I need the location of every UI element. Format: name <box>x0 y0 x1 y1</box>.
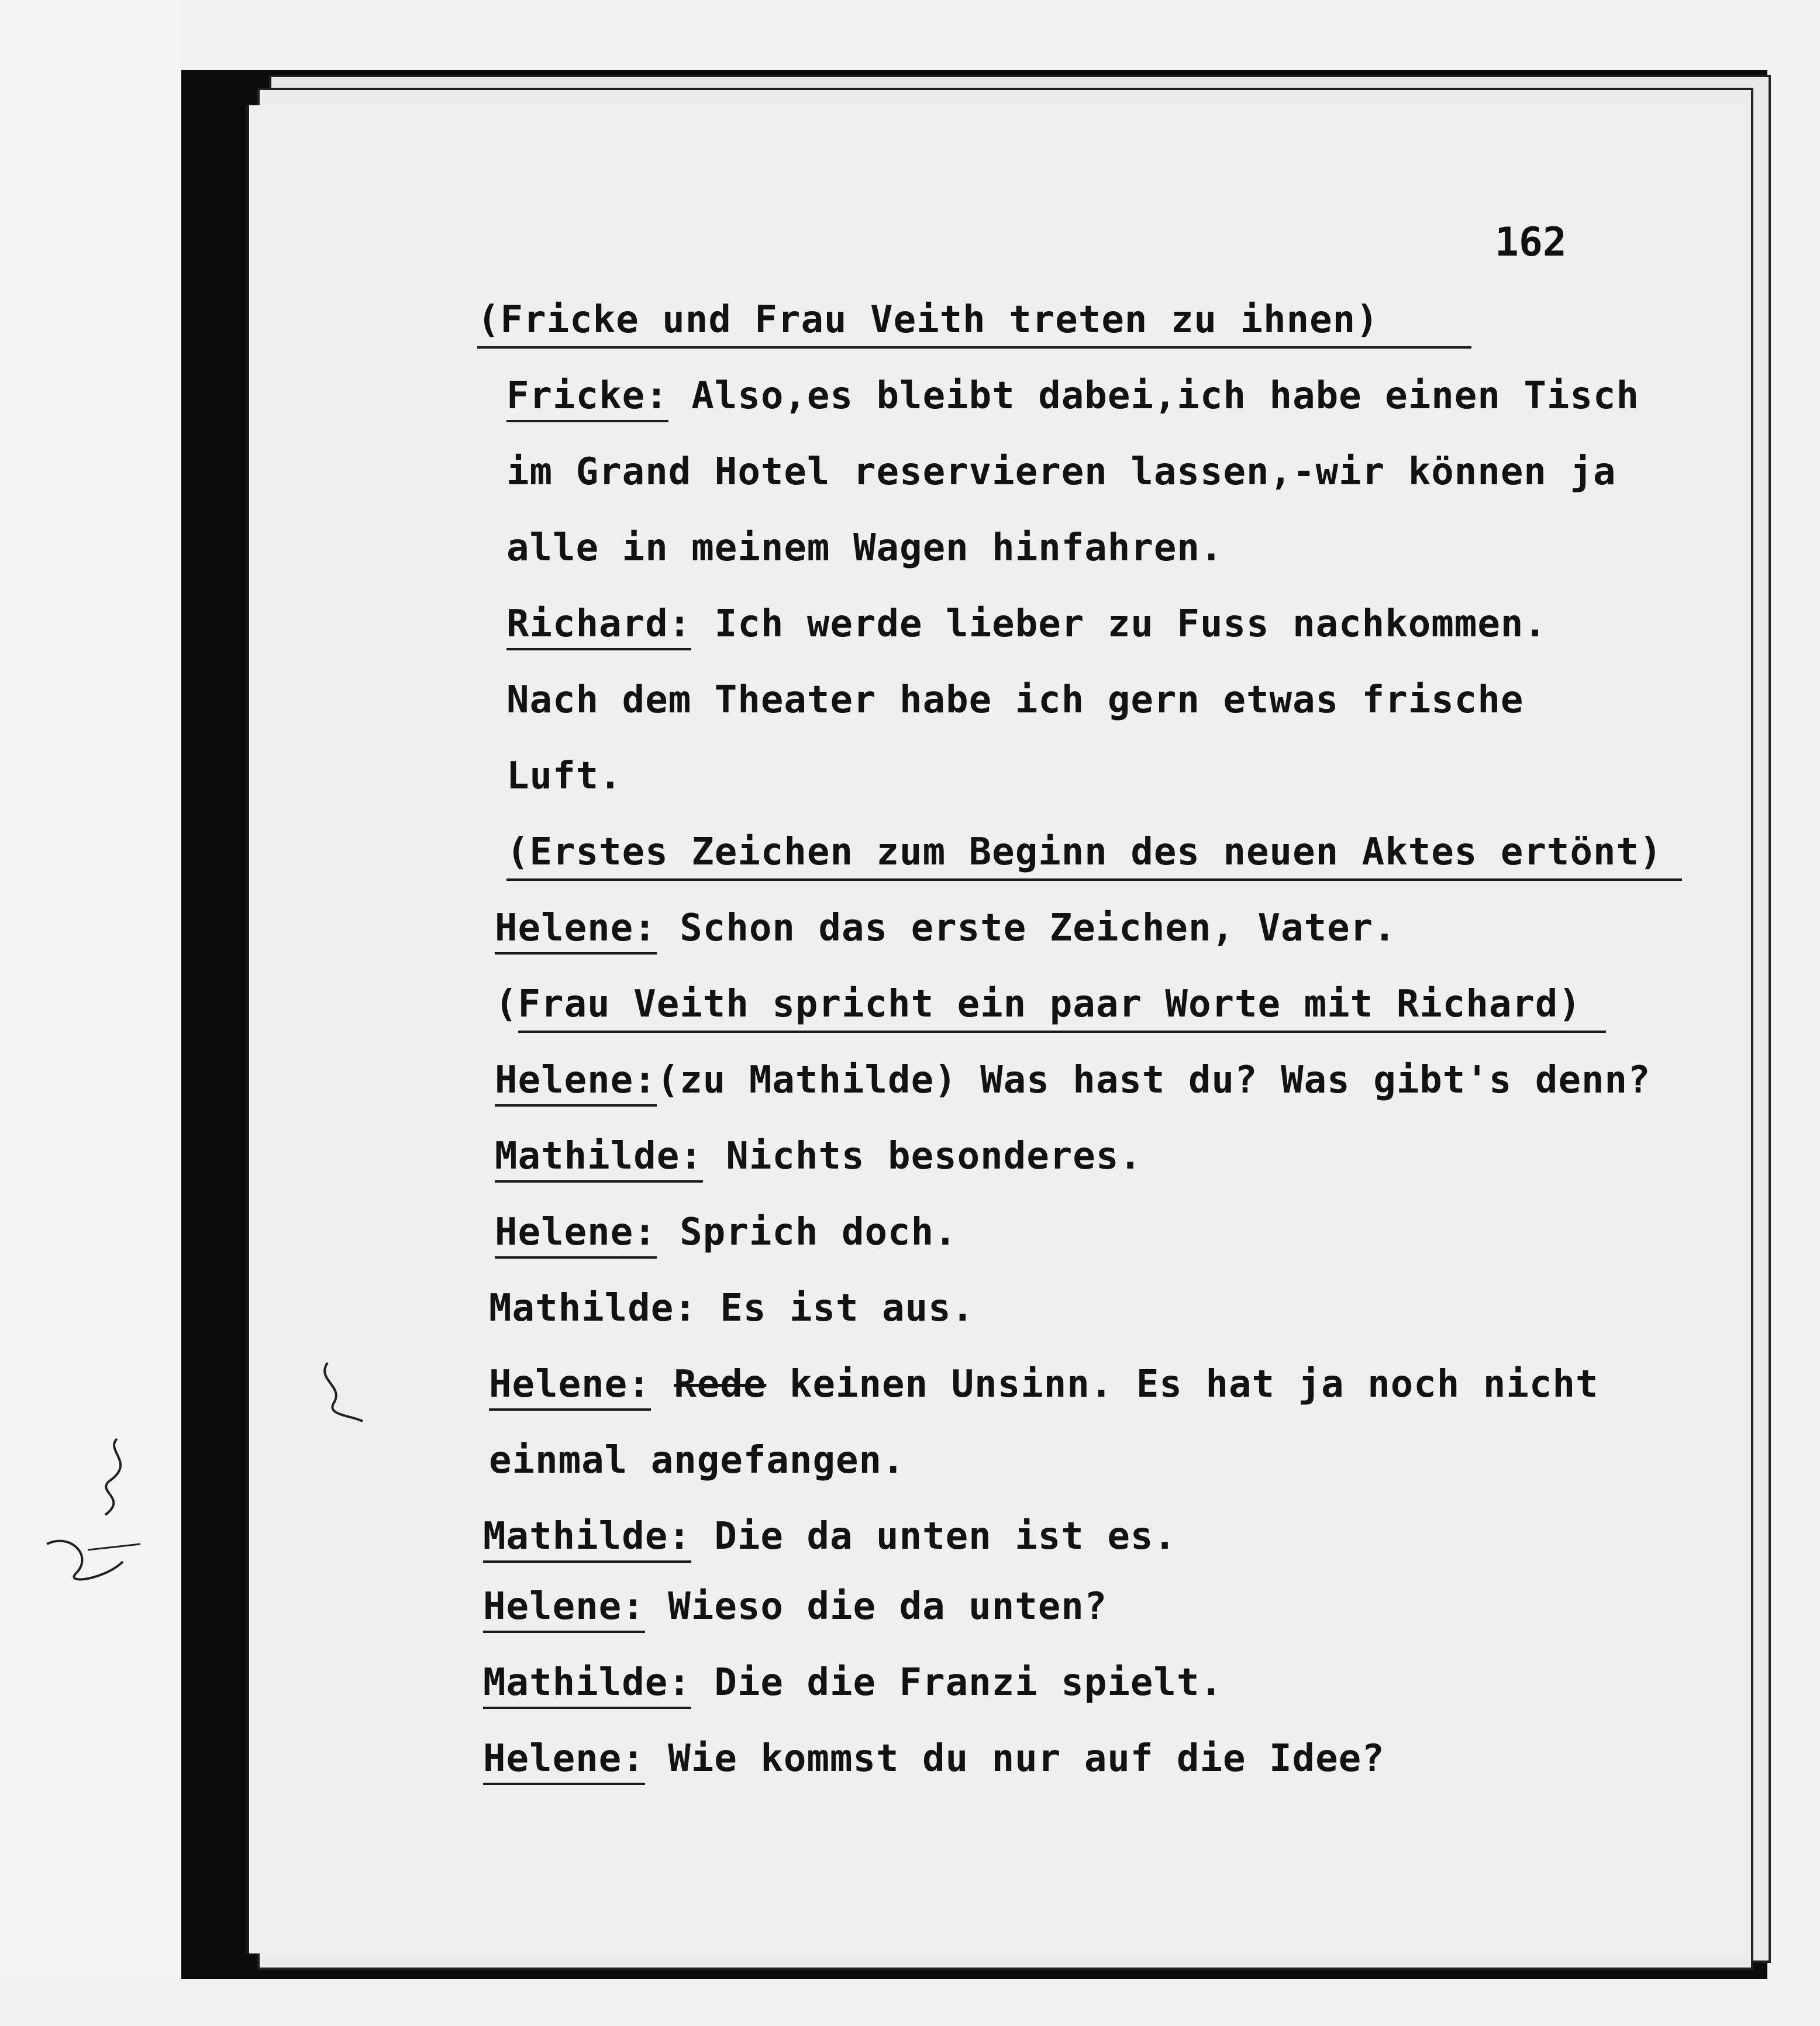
dialogue-line <box>483 1661 1223 1704</box>
line-text: (zu Mathilde) Was hast du? Was gibt's denn? <box>656 1059 1651 1102</box>
underline <box>518 1031 1606 1033</box>
line-text: (Fricke und Frau Veith treten zu ihnen) <box>477 298 1379 342</box>
margin-tick <box>310 1357 380 1427</box>
dialogue-line <box>483 1737 1385 1780</box>
dialogue-line <box>489 1287 974 1330</box>
dialogue-line <box>495 1135 1142 1178</box>
speaker-name: Fricke: <box>506 374 668 422</box>
line-text: Also,es bleibt dabei,ich habe einen Tisch <box>668 374 1640 418</box>
line-text: im Grand Hotel reservieren lassen,-wir können ja <box>506 450 1616 494</box>
dialogue-line <box>489 1363 1599 1406</box>
film-margin-right <box>1767 0 1820 2026</box>
dialogue-line <box>495 907 1397 950</box>
line-text: keinen Unsinn. Es hat ja noch nicht <box>766 1363 1599 1406</box>
stage-direction <box>506 831 1663 874</box>
line-text: Ich werde lieber zu Fuss nachkommen. <box>691 602 1547 646</box>
typescript-page <box>246 105 1743 1953</box>
page-number: 162 <box>1495 219 1567 266</box>
line-text: Es ist aus. <box>697 1287 975 1330</box>
dialogue-line <box>495 1059 1651 1102</box>
speaker-name: Helene: <box>483 1585 645 1633</box>
dialogue-line <box>489 1439 905 1482</box>
speaker-name: Mathilde: <box>483 1515 691 1563</box>
speaker-name: Mathilde: <box>483 1661 691 1709</box>
line-text: (Erstes Zeichen zum Beginn des neuen Aktes ertönt) <box>506 831 1663 874</box>
margin-scribble <box>35 1427 152 1603</box>
dialogue-line <box>506 526 1223 570</box>
line-text: alle in meinem Wagen hinfahren. <box>506 526 1223 570</box>
speaker-name: Richard: <box>506 602 691 650</box>
line-text: Die da unten ist es. <box>691 1515 1177 1558</box>
stage-direction <box>477 298 1379 342</box>
line-text: Wie kommst du nur auf die Idee? <box>644 1737 1385 1780</box>
speaker-name: Helene: <box>495 907 657 955</box>
film-margin-top <box>0 0 1820 70</box>
line-text: Sprich doch. <box>656 1211 957 1254</box>
stage-direction <box>495 983 1581 1026</box>
line-text: Die die Franzi spielt. <box>691 1661 1223 1704</box>
speaker-name: Helene: <box>495 1211 657 1259</box>
film-margin-left <box>0 0 181 2026</box>
dialogue-line <box>506 754 622 798</box>
dialogue-line <box>495 1211 957 1254</box>
underline <box>477 346 1471 349</box>
struck-word: Rede <box>674 1363 767 1406</box>
dialogue-line <box>506 678 1523 722</box>
line-text: Nichts besonderes. <box>702 1135 1142 1178</box>
speaker-name: Mathilde: <box>495 1135 703 1183</box>
dialogue-line <box>506 374 1639 418</box>
speaker-name: Mathilde: <box>489 1287 697 1330</box>
speaker-name: Helene: <box>495 1059 657 1107</box>
line-text: Schon das erste Zeichen, Vater. <box>656 907 1397 950</box>
dialogue-line <box>483 1585 1107 1628</box>
film-margin-bottom <box>0 1979 1820 2026</box>
dialogue-line <box>483 1515 1177 1558</box>
speaker-name: Helene: <box>483 1737 645 1785</box>
line-text: einmal angefangen. <box>489 1439 905 1482</box>
line-text: Wieso die da unten? <box>644 1585 1108 1628</box>
dialogue-line <box>506 602 1547 646</box>
dialogue-line <box>506 450 1616 494</box>
line-text: Nach dem Theater habe ich gern etwas frische <box>506 678 1524 722</box>
speaker-name: Helene: <box>489 1363 651 1411</box>
line-text: (Frau Veith spricht ein paar Worte mit Richard) <box>495 983 1581 1026</box>
underline <box>506 878 1682 881</box>
line-text: Luft. <box>506 754 622 798</box>
